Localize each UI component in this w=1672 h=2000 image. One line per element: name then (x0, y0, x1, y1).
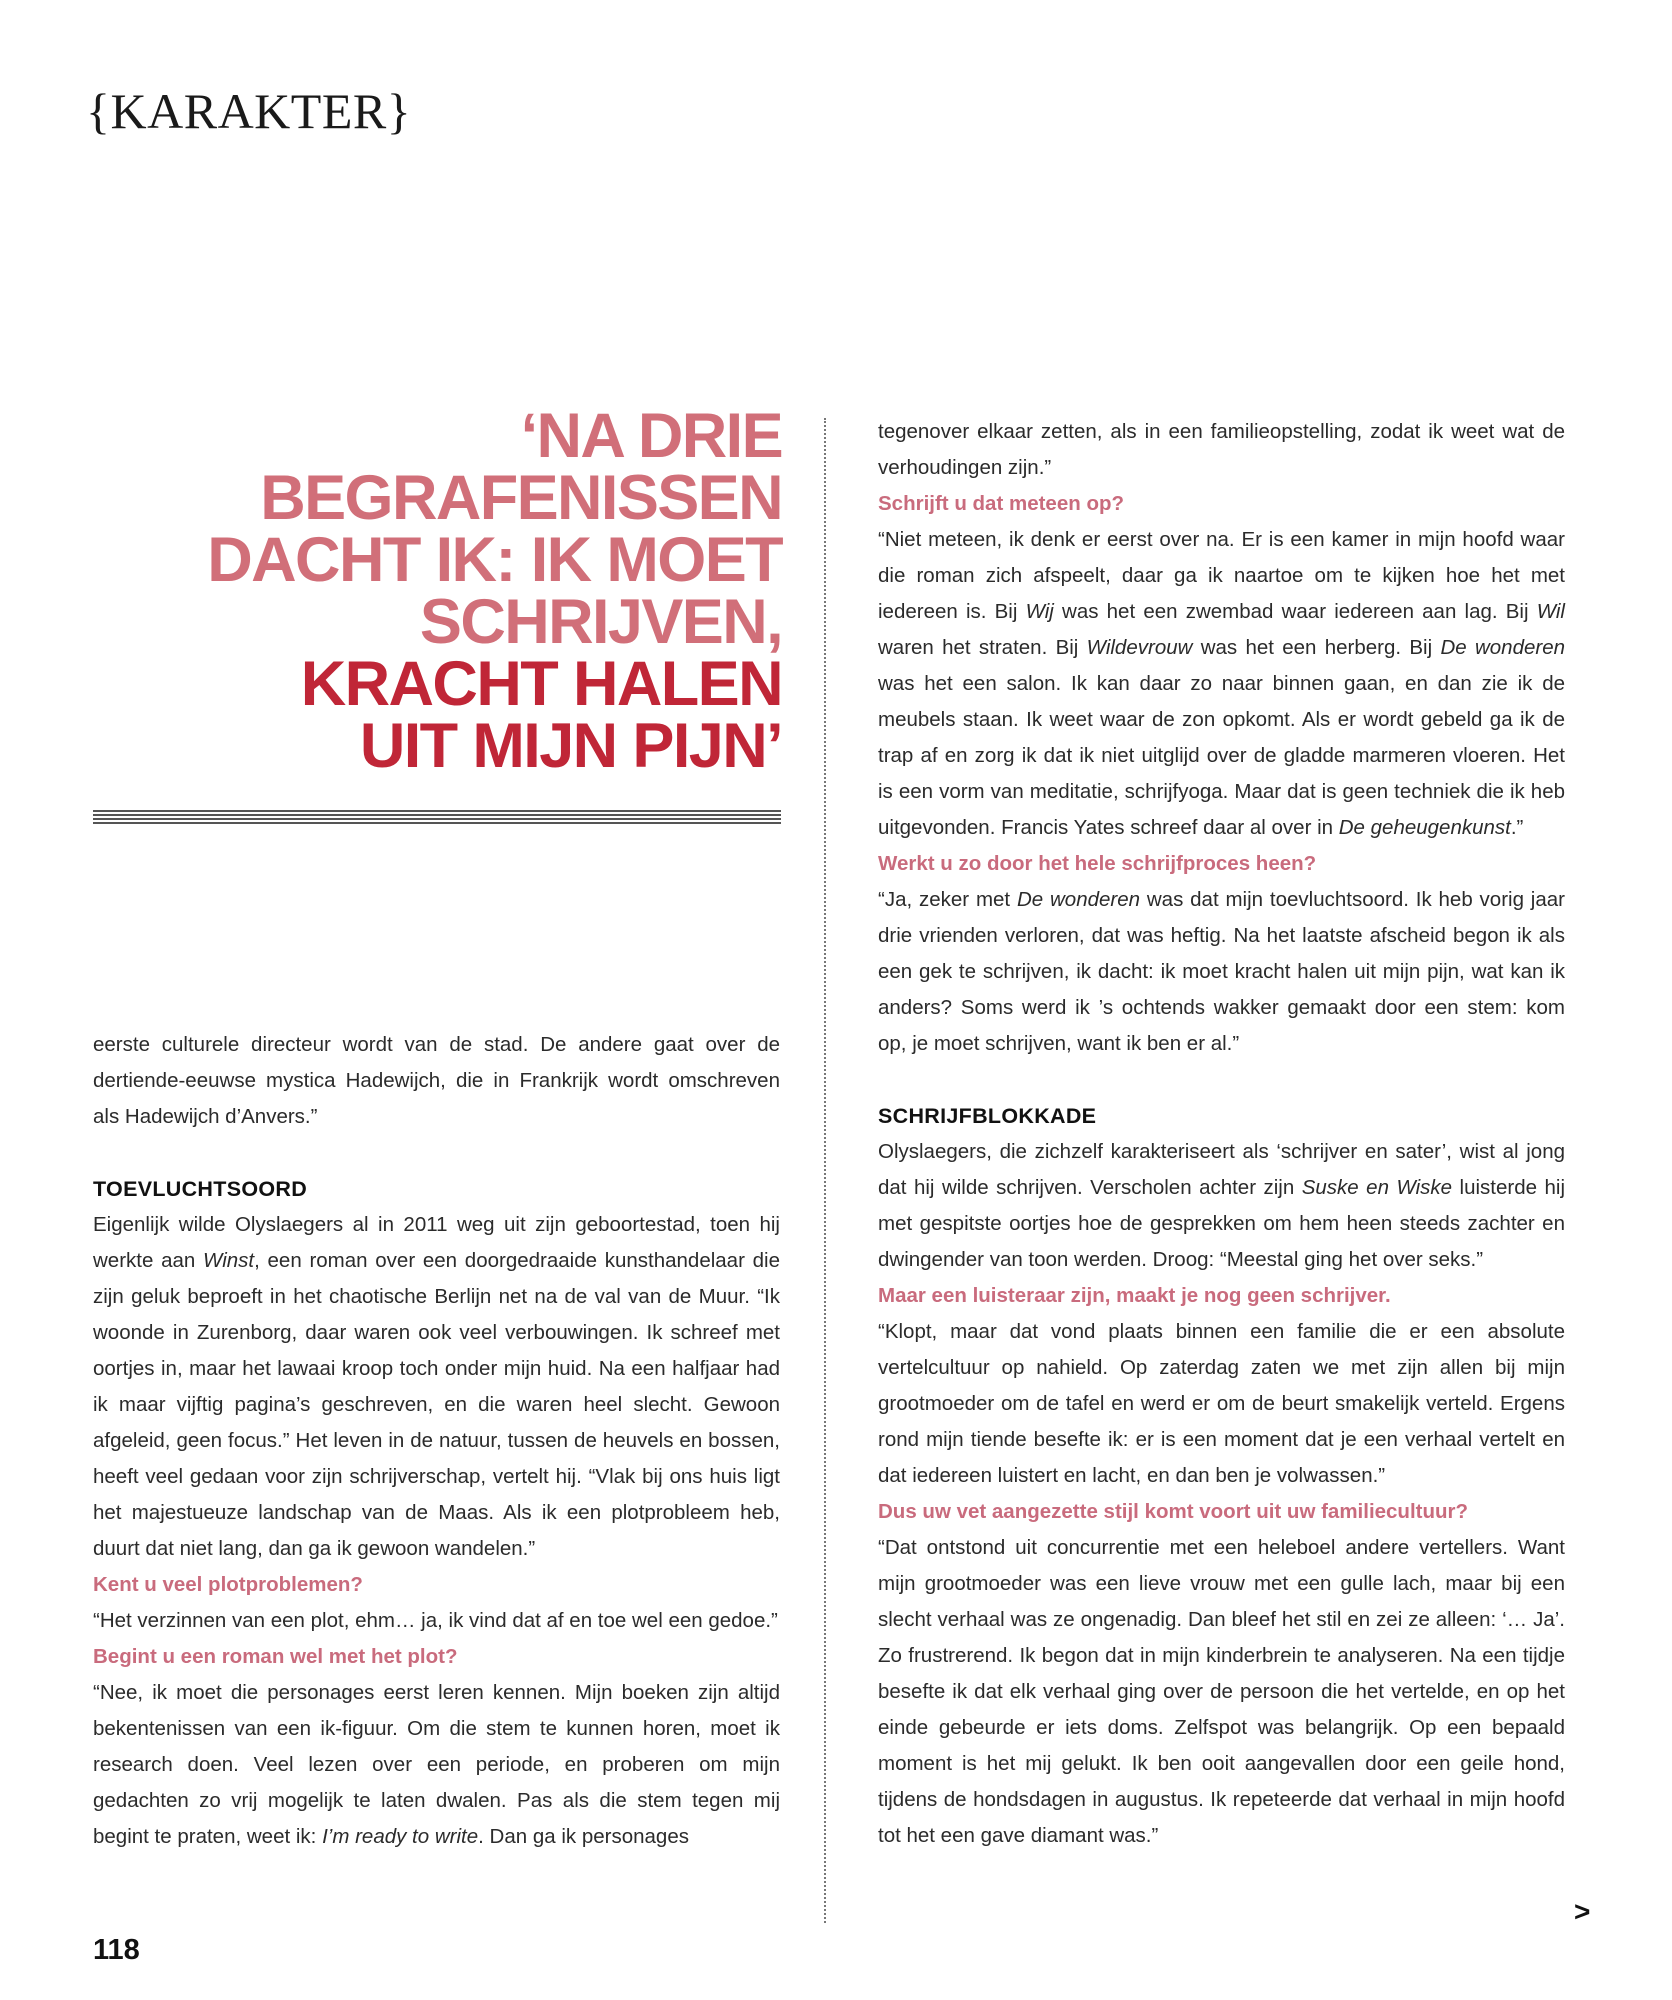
interview-question: Werkt u zo door het hele schrijfproces heen? (878, 852, 1317, 875)
pull-quote (86, 401, 782, 781)
rule-line (93, 822, 781, 824)
rule-line (93, 810, 781, 812)
section-label: {KARAKTER} (86, 83, 412, 139)
pull-quote-line-emphasis: KRACHT HALEN (300, 649, 782, 719)
continuation-paragraph: tegenover elkaar zetten, als in een familieopstelling, zodat ik weet wat de verhoudingen zijn.” (878, 420, 1565, 479)
pull-quote-line: ‘NA DRIE (520, 401, 782, 471)
rule-line (93, 814, 781, 816)
pull-quote-line: DACHT IK: IK MOET (207, 525, 782, 595)
interview-answer: “Het verzinnen van een plot, ehm… ja, ik vind dat af en toe wel een gedoe.” (93, 1609, 778, 1632)
next-page-arrow-icon: > (1574, 1896, 1591, 1927)
body-paragraph: Eigenlijk wilde Olyslaegers al in 2011 weg uit zijn geboortestad, toen hij werkte aan Winst, een roman over een doorgedraaide kunsthandelaar die zijn geluk beproeft in het chaotische Berlijn net na de val van de Muur. “Ik woonde in Zurenborg, daar waren ook veel verbouwingen. Ik schreef met oortjes in, maar het lawaai kroop toch onder mijn huid. Na een halfjaar had ik maar vijftig pagina’s geschreven, en die waren heel slecht. Gewoon afgeleid, geen focus.” Het leven in de natuur, tussen de heuvels en bossen, heeft veel gedaan voor zijn schrijverschap, vertelt hij. “Vlak bij ons huis ligt het majestueuze landschap van de Maas. Als ik een plotprobleem heb, duurt dat niet lang, dan ga ik gewoon wandelen.” (93, 1213, 780, 1560)
left-column (93, 1027, 780, 1855)
interview-answer: “Klopt, maar dat vond plaats binnen een familie die er een absolute vertelcultuur op nahield. Op zaterdag zaten we met zijn allen bij mijn grootmoeder om de tafel en werd er om de beurt smakelijk verteld. Ergens rond mijn tiende besefte ik: er is een moment dat je een verhaal vertelt en dat iedereen luistert en lacht, en dan ben je volwassen.” (878, 1320, 1565, 1487)
pull-quote-line-emphasis: UIT MIJN PIJN’ (359, 711, 782, 781)
subheading-toevluchtsoord: TOEVLUCHTSOORD (93, 1177, 308, 1201)
body-paragraph: Olyslaegers, die zichzelf karakteriseert als ‘schrijver en sater’, wist al jong dat hij wilde schrijven. Verscholen achter zijn Suske en Wiske luisterde hij met gespitste oortjes hoe de gesprekken om hem heen steeds zachter en dwingender van toon werden. Droog: “Meestal ging het over seks.” (878, 1140, 1566, 1271)
intro-paragraph: eerste culturele directeur wordt van de stad. De andere gaat over de dertiende-eeuwse mystica Hadewijch, die in Frankrijk wordt omschreven als Hadewijch d’Anvers.” (93, 1033, 780, 1128)
interview-question: Maar een luisteraar zijn, maakt je nog geen schrijver. (878, 1284, 1391, 1307)
interview-answer: “Dat ontstond uit concurrentie met een heleboel andere vertellers. Want mijn grootmoeder was een lieve vrouw met een gulle lach, maar bij een slecht verhaal was ze ongenadig. Dan bleef het stil en zei ze alleen: ‘… Ja’. Zo frustrerend. Ik begon dat in mijn kinderbrein te analyseren. Na een tijdje besefte ik dat elk verhaal ging over de persoon die het vertelde, en op het einde gebeurde er iets doms. Zelfspot was belangrijk. Op een bepaald moment is het mij gelukt. Ik ben ooit aangevallen door een geile hond, tijdens de hondsdagen in augustus. Ik repeteerde dat verhaal in mijn hoofd tot het een gave diamant was.” (878, 1536, 1565, 1847)
interview-question: Kent u veel plotproblemen? (93, 1573, 363, 1596)
interview-question: Begint u een roman wel met het plot? (93, 1645, 458, 1668)
pull-quote-line: SCHRIJVEN, (419, 587, 782, 657)
interview-answer: “Ja, zeker met De wonderen was dat mijn toevluchtsoord. Ik heb vorig jaar drie vrienden verloren, dat was heftig. Na het laatste afscheid begon ik als een gek te schrijven, ik dacht: ik moet kracht halen uit mijn pijn, wat kan ik anders? Soms werd ik ’s ochtends wakker gemaakt door een stem: kom op, je moet schrijven, want ik ben er al.” (878, 888, 1565, 1055)
interview-question: Schrijft u dat meteen op? (878, 492, 1125, 515)
page-number: 118 (93, 1934, 140, 1966)
right-column (878, 414, 1565, 1854)
rule-line (93, 818, 781, 820)
pull-quote-line: BEGRAFENISSEN (260, 463, 782, 533)
pull-quote-rules (93, 810, 781, 826)
subheading-schrijfblokkade: SCHRIJFBLOKKADE (878, 1104, 1097, 1128)
column-divider (824, 418, 826, 1923)
interview-question: Dus uw vet aangezette stijl komt voort uit uw familiecultuur? (878, 1500, 1469, 1523)
interview-answer: “Niet meteen, ik denk er eerst over na. Er is een kamer in mijn hoofd waar die roman zich afspeelt, daar ga ik naartoe om te kijken hoe het met iedereen is. Bij Wij was het een zwembad waar iedereen aan lag. Bij Wil waren het straten. Bij Wildevrouw was het een herberg. Bij De wonderen was het een salon. Ik kan daar zo naar binnen gaan, en dan zie ik de meubels staan. Ik weet waar de zon opkomt. Als er wordt gebeld ga ik de trap af en zorg ik dat ik niet uitglijd over de gladde marmeren vloeren. Het is een vorm van meditatie, schrijfyoga. Maar dat is geen techniek die ik heb uitgevonden. Francis Yates schreef daar al over in De geheugenkunst.” (878, 528, 1566, 839)
interview-answer: “Nee, ik moet die personages eerst leren kennen. Mijn boeken zijn altijd bekentenissen van een ik-figuur. Om die stem te kunnen horen, moet ik research doen. Veel lezen over een periode, en proberen om mijn gedachten zo vrij mogelijk te laten dwalen. Pas als die stem tegen mij begint te praten, weet ik: I’m ready to write. Dan ga ik personages (93, 1681, 780, 1848)
